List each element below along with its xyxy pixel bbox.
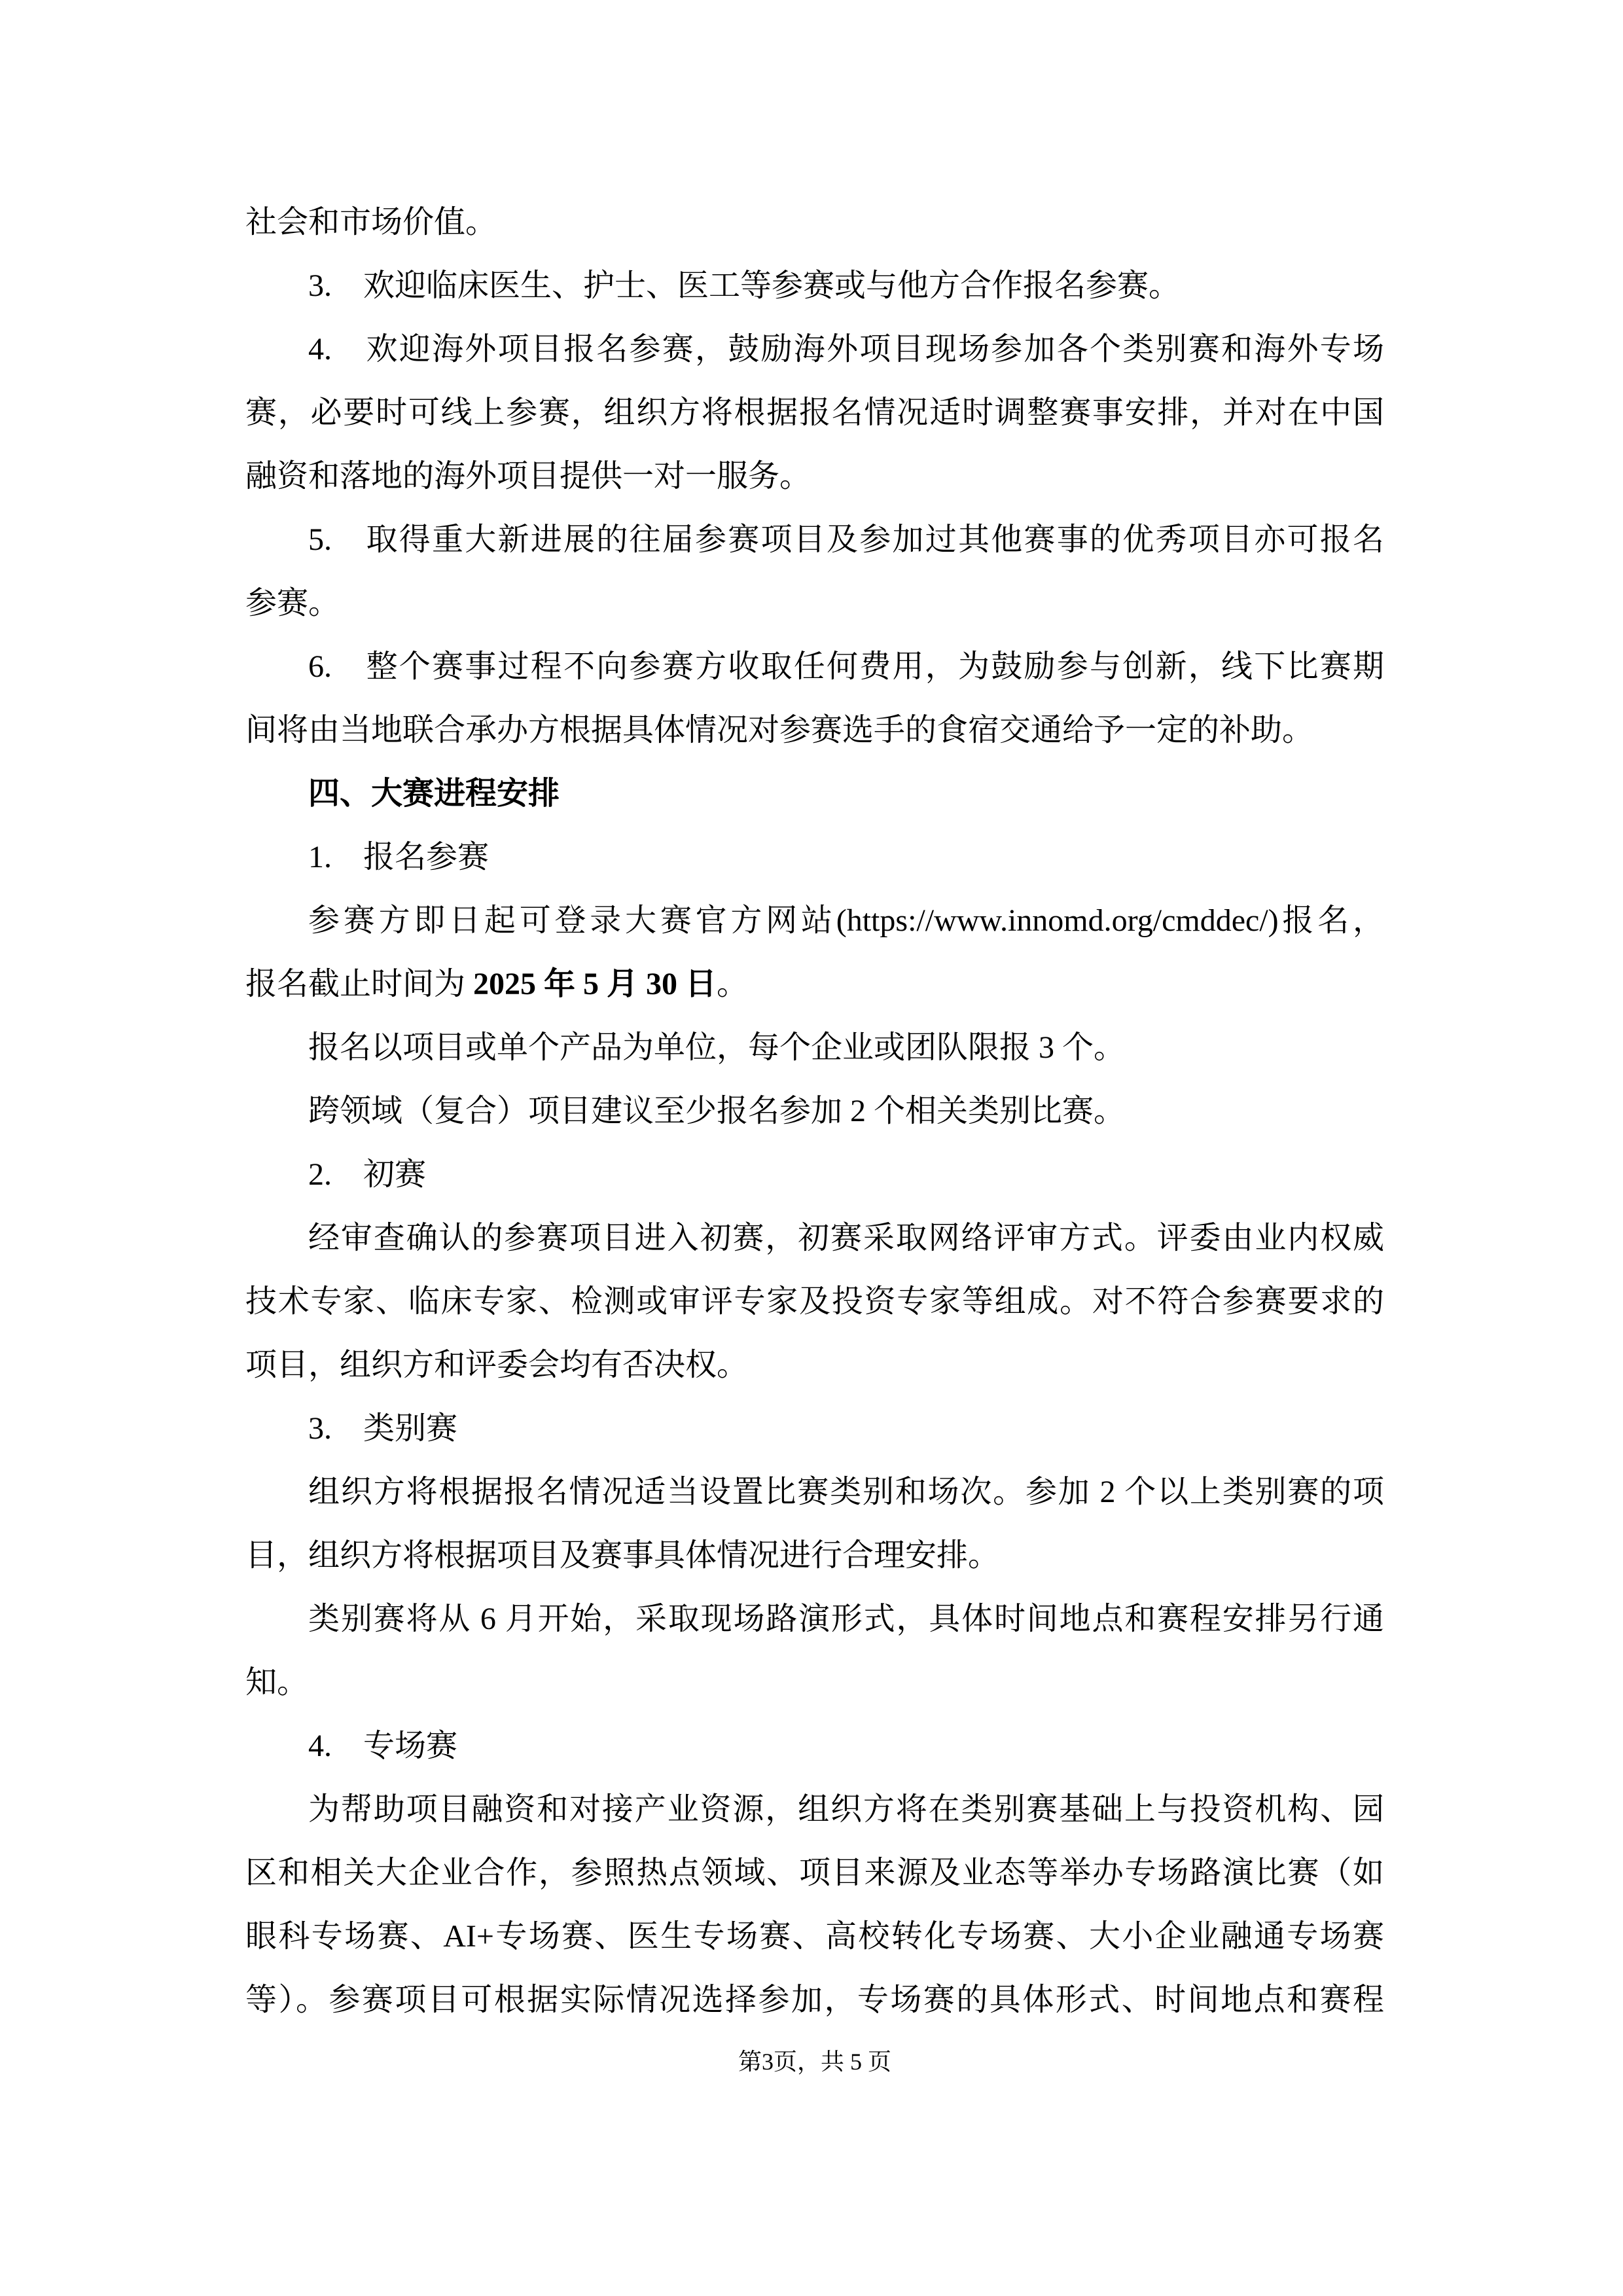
paragraph: 经审查确认的参赛项目进入初赛，初赛采取网络评审方式。评委由业内权威	[308, 1221, 1384, 1255]
deadline-line	[245, 952, 1384, 1016]
list-item-4: 4. 欢迎海外项目报名参赛，鼓励海外项目现场参加各个类别赛和海外专场	[308, 332, 1384, 367]
document-body	[245, 190, 1384, 2032]
paragraph-continuation: 融资和落地的海外项目提供一对一服务。	[245, 459, 812, 493]
paragraph: 为帮助项目融资和对接产业资源，组织方将在类别赛基础上与投资机构、园	[308, 1792, 1384, 1827]
paragraph-continuation: 知。	[245, 1665, 309, 1700]
paragraph-continuation: 赛，必要时可线上参赛，组织方将根据报名情况适时调整赛事安排，并对在中国	[245, 395, 1384, 430]
paragraph: 类别赛将从 6 月开始，采取现场路演形式，具体时间地点和赛程安排另行通	[308, 1602, 1384, 1636]
page-number-text: 第3页，共 5 页	[738, 2049, 891, 2075]
paragraph-continuation: 技术专家、临床专家、检测或审评专家及投资专家等组成。对不符合参赛要求的	[245, 1284, 1384, 1319]
paragraph-continuation: 参赛。	[245, 586, 340, 620]
paragraph-continuation: 目，组织方将根据项目及赛事具体情况进行合理安排。	[245, 1538, 1000, 1573]
list-item-3: 3. 欢迎临床医生、护士、医工等参赛或与他方合作报名参赛。	[308, 268, 1181, 303]
list-item-6: 6. 整个赛事过程不向参赛方收取任何费用，为鼓励参与创新，线下比赛期	[308, 649, 1384, 684]
paragraph-continuation: 眼科专场赛、AI+专场赛、医生专场赛、高校转化专场赛、大小企业融通专场赛	[245, 1919, 1384, 1954]
subsection-heading-1: 1. 报名参赛	[308, 840, 490, 874]
paragraph-continuation: 间将由当地联合承办方根据具体情况对参赛选手的食宿交通给予一定的补助。	[245, 713, 1314, 747]
subsection-heading-2: 2. 初赛	[308, 1157, 427, 1192]
text-segment: 。	[717, 967, 749, 1001]
subsection-heading-3: 3. 类别赛	[308, 1411, 458, 1446]
text-segment: 报名截止时间为	[245, 967, 474, 1001]
paragraph-continuation: 等）。参赛项目可根据实际情况选择参加，专场赛的具体形式、时间地点和赛程	[245, 1982, 1384, 2017]
paragraph-continuation: 项目，组织方和评委会均有否决权。	[245, 1348, 749, 1382]
list-item-5: 5. 取得重大新进展的往届参赛项目及参加过其他赛事的优秀项目亦可报名	[308, 522, 1384, 557]
paragraph-continuation: 社会和市场价值。	[245, 205, 497, 240]
paragraph: 报名以项目或单个产品为单位，每个企业或团队限报 3 个。	[308, 1030, 1126, 1065]
deadline-date-bold: 2025 年 5 月 30 日	[473, 967, 717, 1001]
paragraph: 组织方将根据报名情况适当设置比赛类别和场次。参加 2 个以上类别赛的项	[308, 1475, 1384, 1509]
subsection-heading-4: 4. 专场赛	[308, 1729, 458, 1763]
paragraph: 跨领域（复合）项目建议至少报名参加 2 个相关类别比赛。	[308, 1094, 1126, 1128]
section-heading: 四、大赛进程安排	[308, 776, 560, 811]
paragraph-continuation: 区和相关大企业合作，参照热点领域、项目来源及业态等举办专场路演比赛（如	[245, 1856, 1384, 1890]
page-footer	[245, 2047, 1384, 2076]
registration-url-line: 参赛方即日起可登录大赛官方网站(https://www.innomd.org/cmddec/)报名，	[308, 903, 1384, 938]
